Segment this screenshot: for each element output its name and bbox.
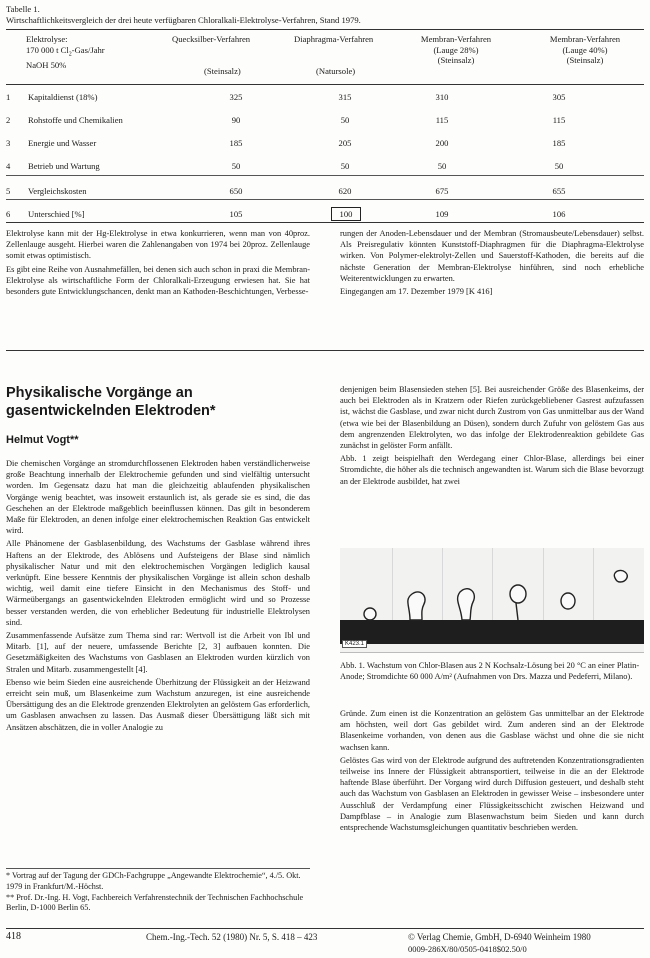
cell-v3: 675	[435, 186, 449, 196]
prev-article-left-column	[6, 228, 310, 299]
cell-v1: 105	[229, 209, 243, 219]
footnotes	[6, 871, 310, 914]
cell-v4: 106	[552, 209, 566, 219]
article-author: Helmut Vogt**	[6, 434, 79, 446]
electrode-strip	[340, 620, 644, 644]
article-right-column	[340, 384, 644, 489]
cell-v1: 325	[229, 92, 243, 102]
article-paragraph: Gelöstes Gas wird von der Elektrode aufgrund des auftretenden Konzentrationsgradienten teilweise ins Innere der Flüssigkeit abtransportiert, teilweise in die an der Elektrode haftende Blase überführt. Der Vorgang wird durch Diffusion gesteuert, und deshalb steht auch das Wachstum von Gasblasen an Elektroden in gewisser Weise – insbesondere unter Ausschluß der Verdampfung einer Flüssigkeitsschicht zwischen Heizwand und Dampfblase – in Analogie zum Blasenwachstum beim Sieden und kann durch entsprechende Wachstumsgleichungen quantitativ beschrieben werden.	[340, 755, 644, 833]
bubble-growth-figure	[340, 548, 644, 652]
cell-v3: 50	[437, 161, 447, 171]
table-header-col2-sub: (Natursole)	[316, 66, 356, 76]
table-header-col1: Quecksilber-Verfahren	[172, 34, 251, 44]
cell-v3: 200	[435, 138, 449, 148]
bubble-stage-1	[364, 608, 376, 620]
row-number: 2	[6, 115, 11, 125]
header-col0-line2: 170 000 t $Cl_2-Gas$/Jahr	[26, 44, 105, 58]
figure-caption-block	[340, 660, 644, 684]
page-number: 418	[6, 931, 21, 942]
table-header-col4: Membran-Verfahren (Lauge 40%) (Steinsalz)	[549, 34, 621, 66]
row-label: Unterschied [%]	[28, 209, 85, 219]
copyright: © Verlag Chemie, GmbH, D-6940 Weinheim 1980	[408, 932, 591, 942]
cell-v1: 185	[229, 138, 243, 148]
cell-v4: 185	[552, 138, 566, 148]
table-bottom-rule	[6, 222, 644, 223]
table-header-col2: Diaphragma-Verfahren	[294, 34, 374, 44]
publication-code: 0009-286X/80/0505-0418$02.50/0	[408, 944, 527, 954]
header-col0-line3: NaOH 50%	[26, 59, 67, 70]
prev-paragraph: Es gibt eine Reihe von Ausnahmefällen, bei denen sich auch schon in praxi die Membran-Elektrolyse als wirtschaftliche Form der Chloralkali-Erzeugung erwiesen hat. Sie hat besonders gute Entwicklungschancen, denkt man an Kathoden-Beschichtungen, Verbesse-	[6, 264, 310, 297]
cell-v2: 315	[338, 92, 352, 102]
cell-v1: 50	[231, 161, 241, 171]
footnote-rule	[6, 868, 310, 869]
article-separator	[6, 350, 644, 351]
row-number: 6	[6, 209, 11, 219]
table-caption-text: Wirtschaftlichkeitsvergleich der drei heute verfügbaren Chloralkali-Elektrolyse-Verfahren, Stand 1979.	[6, 14, 361, 25]
article-paragraph: Gründe. Zum einen ist die Konzentration an gelöstem Gas unmittelbar an der Elektrode am höchsten, weil dort Gas gebildet wird. Zum anderen sind an der Elektrode Blasenkeime vorhanden, von denen aus die Gasblase wächst und ohne die sie nicht wachsen kann.	[340, 709, 644, 752]
table-header-rule	[6, 84, 644, 85]
row-number: 1	[6, 92, 11, 102]
cell-v2: 620	[338, 186, 352, 196]
cell-v2: 50	[340, 161, 350, 171]
cell-v4: 50	[554, 161, 564, 171]
table-mid-rule-2	[6, 199, 644, 200]
cell-v2: 205	[338, 138, 352, 148]
prev-paragraph: Elektrolyse kann mit der Hg-Elektrolyse in etwa konkurrieren, wenn man von 40proz. Zellenlauge ausgeht. Hierbei waren die Zahlenangaben von 1974 bei 20proz. Zellenlauge somit etwas optimistisch.	[6, 229, 310, 261]
figure-caption: Abb. 1. Wachstum von Chlor-Blasen aus 2 N Kochsalz-Lösung bei 20 °C an einer Platin-Anode; Stromdichte 60 000 A/m² (Aufnahmen von Drs. Mazza und Pedeferri, Milano).	[340, 661, 640, 682]
figure-label: K423.1	[342, 640, 367, 648]
journal-citation: Chem.-Ing.-Tech. 52 (1980) Nr. 5, S. 418 – 423	[146, 932, 318, 942]
footnote-2: ** Prof. Dr.-Ing. H. Vogt, Fachbereich Verfahrenstechnik der Technischen Fachhochschule Berlin, D-1000 Berlin 65.	[6, 892, 304, 913]
article-left-column	[6, 384, 310, 735]
table-header-col1-sub: (Steinsalz)	[204, 66, 241, 76]
prev-paragraph: rungen der Anoden-Lebensdauer und der Membran (Stromausbeute/Lebensdauer) selbst. Als Preisregulativ könnten Kunststoff-Diaphragmen für die Diaphragma-Elektrolyse wirken. Von Polymer-elektrolyt-Zellen und Sauerstoff-Kathoden, die bereits auf die nächste Generation der Membran-Elektrolyse hinführen, sind noch erhebliche Weiterentwicklungen zu erwarten.	[340, 229, 644, 283]
article-paragraph: Zusammenfassende Aufsätze zum Thema sind rar: Wertvoll ist die Arbeit von Ibl und Mitarb. [1], auf der neuere, umfassende Berichte [2, 3] aufbauen konnten. Die Gesetzmäßigkeiten des Wachstums von Gasblasen an Elektroden wurden kürzlich von Stralen und Mitarb. zusammengestellt [4].	[6, 631, 310, 674]
cell-v1: 650	[229, 186, 243, 196]
cell-v3: 109	[435, 209, 449, 219]
table-mid-rule	[6, 175, 644, 176]
cell-v4: 115	[552, 115, 566, 125]
cell-v2-boxed: 100	[331, 207, 361, 221]
table-header-col0	[26, 34, 166, 71]
table-header-col3: Membran-Verfahren (Lauge 28%) (Steinsalz)	[420, 34, 492, 66]
article-title: Physikalische Vorgänge an gasentwickelnden Elektroden*	[6, 385, 216, 419]
article-paragraph: Ebenso wie beim Sieden eine ausreichende Überhitzung der Flüssigkeit an der Heizwand erreicht sein muß, um Blasenkeime zum Wachstum anzuregen, ist eine ausreichende Übersättigung des an die Elektrode grenzenden Elektrolyten an gelöstem Gas erforderlich, um Gasblasen anwachsen zu lassen. Das Ausmaß dieser Übersättigung läßt sich mit Ansätzen abschätzen, die in voller Analogie zu	[6, 677, 310, 732]
article-paragraph: Die chemischen Vorgänge an stromdurchflossenen Elektroden haben verständlicherweise große Beachtung innerhalb der Elektrochemie gefunden und sind vielfältig untersucht worden. Im Gegensatz dazu hat man die gleichzeitig ablaufenden physikalischen Vorgänge wenig beachtet, was insoweit erstaunlich ist, als gerade sie es sind, die das Geschehen an der Elektrode maßgeblich beeinflussen können. Das gilt in besonderem Maße für Elektroden, an denen infolge einer elektrochemischen Reaktion Gas entwickelt wird.	[6, 459, 310, 536]
bubble-stage-6	[614, 570, 627, 582]
cell-v3: 115	[435, 115, 449, 125]
table-row	[6, 138, 644, 154]
cell-v1: 90	[231, 115, 241, 125]
row-label: Energie und Wasser	[28, 138, 97, 148]
article-right-column-2	[340, 708, 644, 835]
cell-v3: 310	[435, 92, 449, 102]
table-top-rule	[6, 29, 644, 30]
article-paragraph: Alle Phänomene der Gasblasenbildung, des Wachstums der Gasblase während ihres Haftens an der Elektrode, des Ablösens und Aufsteigens der Blase sind nämlich physikalischer Natur und mit den elektrochemischen Vorgängen lediglich kausal verknüpft. Eine bessere Kenntnis der physikalischen Vorgänge ist allein schon deshalb wichtig, weil damit eine tiefere Einsicht in den Mechanismus des Stoff- und Wärmeübergangs an gasentwickelnden Elektroden ermöglicht wird und so Prozesse besser verstanden werden, die von erheblicher Bedeutung für industrielle Elektrolysen sind.	[6, 539, 310, 627]
row-label: Betrieb und Wartung	[28, 161, 100, 171]
footer-rule	[6, 928, 644, 929]
row-number: 5	[6, 186, 11, 196]
bubble-stage-4	[510, 585, 526, 603]
table-row	[6, 115, 644, 131]
prev-article-right-column	[340, 228, 644, 299]
row-label: Kapitaldienst (18%)	[28, 92, 98, 102]
received-date: Eingegangen am 17. Dezember 1979 [K 416]	[340, 287, 493, 297]
table-caption	[6, 4, 361, 25]
article-paragraph: denjenigen beim Blasensieden stehen [5]. Bei ausreichender Größe des Blasenkeims, der auch bei Elektroden als in Kratzern oder Riefen zurückgebliebener Gasrest aufzufassen ist, wächst die Gasblase, und zwar nicht durch Zustrom von Gas unmittelbar aus der Wand (etwa wie bei der Blasenbildung an Düsen), sondern durch Zufuhr von gelöstem Gas aus dem angrenzenden Elektrolyten, wo das infolge der Elektrodenreaktion gebildete Gas zunächst in gelöster Form anfällt.	[340, 385, 644, 451]
footnote-1: * Vortrag auf der Tagung der GDCh-Fachgruppe „Angewandte Elektrochemie“, 4./5. Okt. 1979 in Frankfurt/M.-Höchst.	[6, 871, 301, 891]
cell-v4: 655	[552, 186, 566, 196]
table-caption-title: Tabelle 1.	[6, 4, 40, 14]
table-row	[6, 92, 644, 108]
row-label: Vergleichskosten	[28, 186, 87, 196]
bubble-stage-5	[561, 593, 575, 609]
article-paragraph: Abb. 1 zeigt beispielhaft den Werdegang einer Chlor-Blase, allerdings bei einer Stromdichte, die höher als die technisch angewandten ist. Warum sich die Blase bevorzugt an der Elektrode ausbildet, hat zwei	[340, 454, 644, 486]
row-label: Rohstoffe und Chemikalien	[28, 115, 123, 125]
row-number: 4	[6, 161, 11, 171]
figure-photo	[340, 548, 644, 653]
bubble-stage-2	[408, 592, 425, 620]
cell-v2: 50	[340, 115, 350, 125]
cell-v4: 305	[552, 92, 566, 102]
header-col0-line1: Elektrolyse:	[26, 34, 68, 44]
row-number: 3	[6, 138, 11, 148]
